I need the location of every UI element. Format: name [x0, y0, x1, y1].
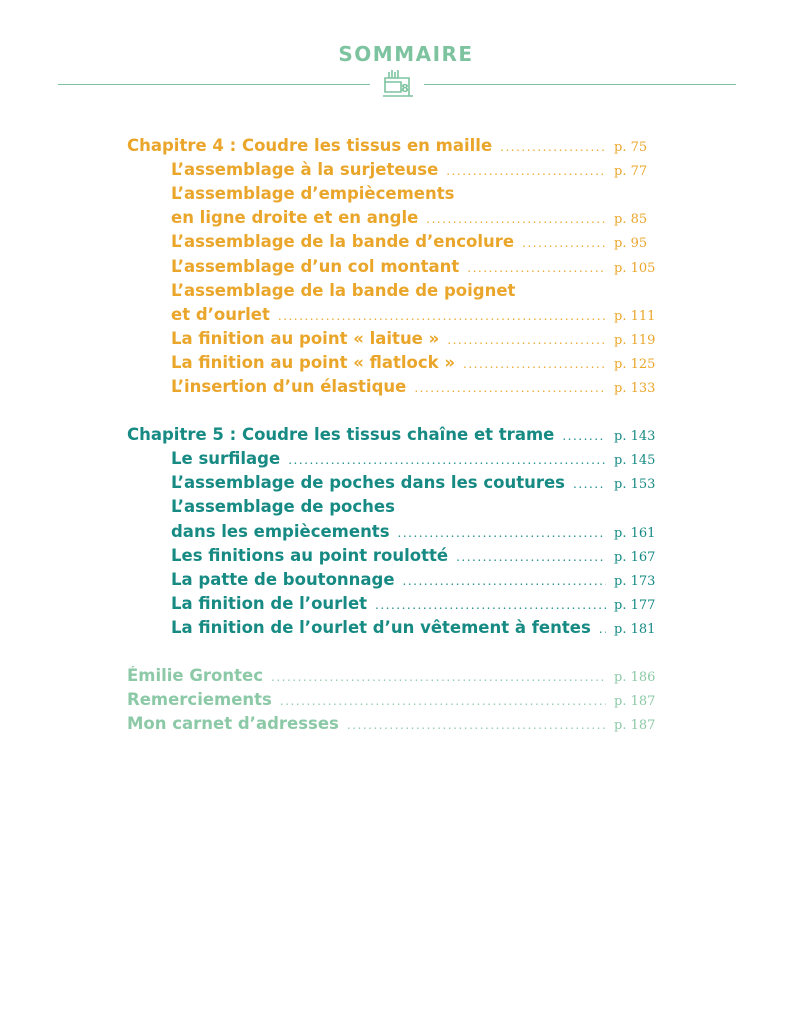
toc-entry-label: L’assemblage à la surjeteuse: [171, 160, 439, 180]
toc-leader-dots: [599, 622, 606, 636]
page-header: [0, 0, 812, 110]
header-rule-right: [424, 84, 736, 85]
toc-leader-dots: [280, 694, 606, 708]
header-rule-left: [58, 84, 370, 85]
toc-entry[interactable]: [171, 184, 660, 208]
back-matter-entry[interactable]: [127, 690, 660, 714]
toc-leader-dots: [426, 212, 606, 226]
back-matter-entry[interactable]: [127, 714, 660, 738]
toc-entry-label: Remerciements: [127, 690, 272, 710]
toc-entry[interactable]: [171, 497, 660, 521]
toc-entry-page: p. 187: [614, 718, 656, 734]
toc-entry-label: La finition de l’ourlet d’un vêtement à fentes: [171, 617, 591, 637]
toc-entry[interactable]: [171, 449, 660, 473]
toc-entry-page: p. 153: [614, 477, 656, 493]
toc-leader-dots: [398, 526, 606, 540]
toc-entry[interactable]: [171, 329, 660, 353]
toc-entry-label: Le surfilage: [171, 449, 281, 469]
page-title: SOMMAIRE: [338, 42, 474, 66]
back-matter-entry[interactable]: [127, 666, 660, 690]
toc-leader-dots: [562, 429, 606, 443]
toc-entry-label: La finition de l’ourlet: [171, 593, 368, 613]
toc-leader-dots: [447, 333, 606, 347]
toc-entry-label: Chapitre 4 : Coudre les tissus en maille: [127, 136, 493, 155]
toc-leader-dots: [347, 718, 606, 732]
toc-leader-dots: [403, 574, 606, 588]
toc-entry-label: Émilie Grontec: [127, 666, 263, 685]
toc-entry-page: p. 77: [614, 164, 648, 180]
toc-entry-page: p. 187: [614, 694, 656, 710]
toc-entry-page: p. 95: [614, 236, 648, 252]
toc-leader-dots: [500, 140, 606, 154]
toc-entry-page: p. 111: [614, 308, 656, 324]
toc-entry[interactable]: [171, 618, 660, 642]
toc-entry-label: La patte de boutonnage: [171, 569, 395, 589]
toc-entry-page: p. 85: [614, 212, 648, 228]
toc-entry-label: L’insertion d’un élastique: [171, 377, 407, 396]
toc-entry-label: en ligne droite et en angle: [171, 208, 419, 228]
toc-entry-label: L’assemblage de la bande de poignet: [171, 280, 516, 300]
toc-leader-dots: [446, 164, 606, 178]
toc-entry-page: p. 143: [614, 429, 656, 445]
sewing-machine-number: 8: [401, 82, 409, 95]
toc-entry-label: La finition au point « laitue »: [171, 328, 440, 348]
toc-entry[interactable]: [171, 353, 660, 377]
toc-entry-page: p. 133: [614, 381, 656, 396]
toc-leader-dots: [463, 357, 606, 371]
toc-entry-label: Chapitre 5 : Coudre les tissus chaîne et trame: [127, 425, 555, 445]
toc-entry[interactable]: [171, 257, 660, 281]
toc-leader-dots: [271, 670, 606, 684]
toc-leader-dots: [573, 477, 606, 491]
toc-entry-label: et d’ourlet: [171, 304, 270, 324]
sewing-machine-icon: [379, 68, 417, 100]
toc-entry-label: L’assemblage de poches dans les coutures: [171, 473, 565, 493]
toc-leader-dots: [375, 598, 606, 612]
toc-leader-dots: [278, 309, 606, 323]
toc-entry[interactable]: [171, 208, 660, 232]
toc-entry[interactable]: [171, 594, 660, 618]
toc-entry[interactable]: [171, 546, 660, 570]
toc-entry-page: p. 145: [614, 453, 656, 469]
toc-entry-page: p. 167: [614, 549, 656, 565]
toc-entry-label: L’assemblage d’empiècements: [171, 184, 455, 204]
chapter-5-heading[interactable]: [127, 425, 660, 449]
toc-entry[interactable]: [171, 377, 660, 401]
toc-entry-page: p. 177: [614, 597, 656, 613]
toc-leader-dots: [414, 381, 606, 395]
toc-leader-dots: [288, 453, 606, 467]
toc-entry-page: p. 125: [614, 356, 656, 372]
toc-entry-page: p. 186: [614, 670, 656, 685]
toc-entry-page: p. 75: [614, 140, 648, 155]
toc-entry-page: p. 181: [614, 621, 656, 637]
toc-entry[interactable]: [171, 522, 660, 546]
toc-leader-dots: [467, 261, 606, 275]
toc-entry-label: L’assemblage de la bande d’encolure: [171, 232, 515, 252]
toc-entry-page: p. 173: [614, 573, 656, 589]
toc-leader-dots: [456, 550, 606, 564]
toc-entry[interactable]: [171, 232, 660, 256]
toc-entry-label: dans les empiècements: [171, 521, 390, 541]
toc-entry[interactable]: [171, 281, 660, 305]
chapter-4-heading[interactable]: [127, 136, 660, 160]
toc-entry-label: L’assemblage de poches: [171, 497, 395, 517]
toc-leader-dots: [522, 236, 606, 250]
toc-entry-label: Les finitions au point roulotté: [171, 545, 449, 565]
toc-entry[interactable]: [171, 160, 660, 184]
toc-entry[interactable]: [171, 473, 660, 497]
toc-entry-label: La finition au point « flatlock »: [171, 352, 456, 372]
toc-entry[interactable]: [171, 570, 660, 594]
toc-entry-page: p. 161: [614, 525, 656, 541]
toc-entry-label: L’assemblage d’un col montant: [171, 256, 460, 276]
toc-entry-label: Mon carnet d’adresses: [127, 714, 339, 734]
toc-entry-page: p. 119: [614, 332, 656, 348]
toc-entry[interactable]: [171, 305, 660, 329]
toc-entry-page: p. 105: [614, 260, 656, 276]
